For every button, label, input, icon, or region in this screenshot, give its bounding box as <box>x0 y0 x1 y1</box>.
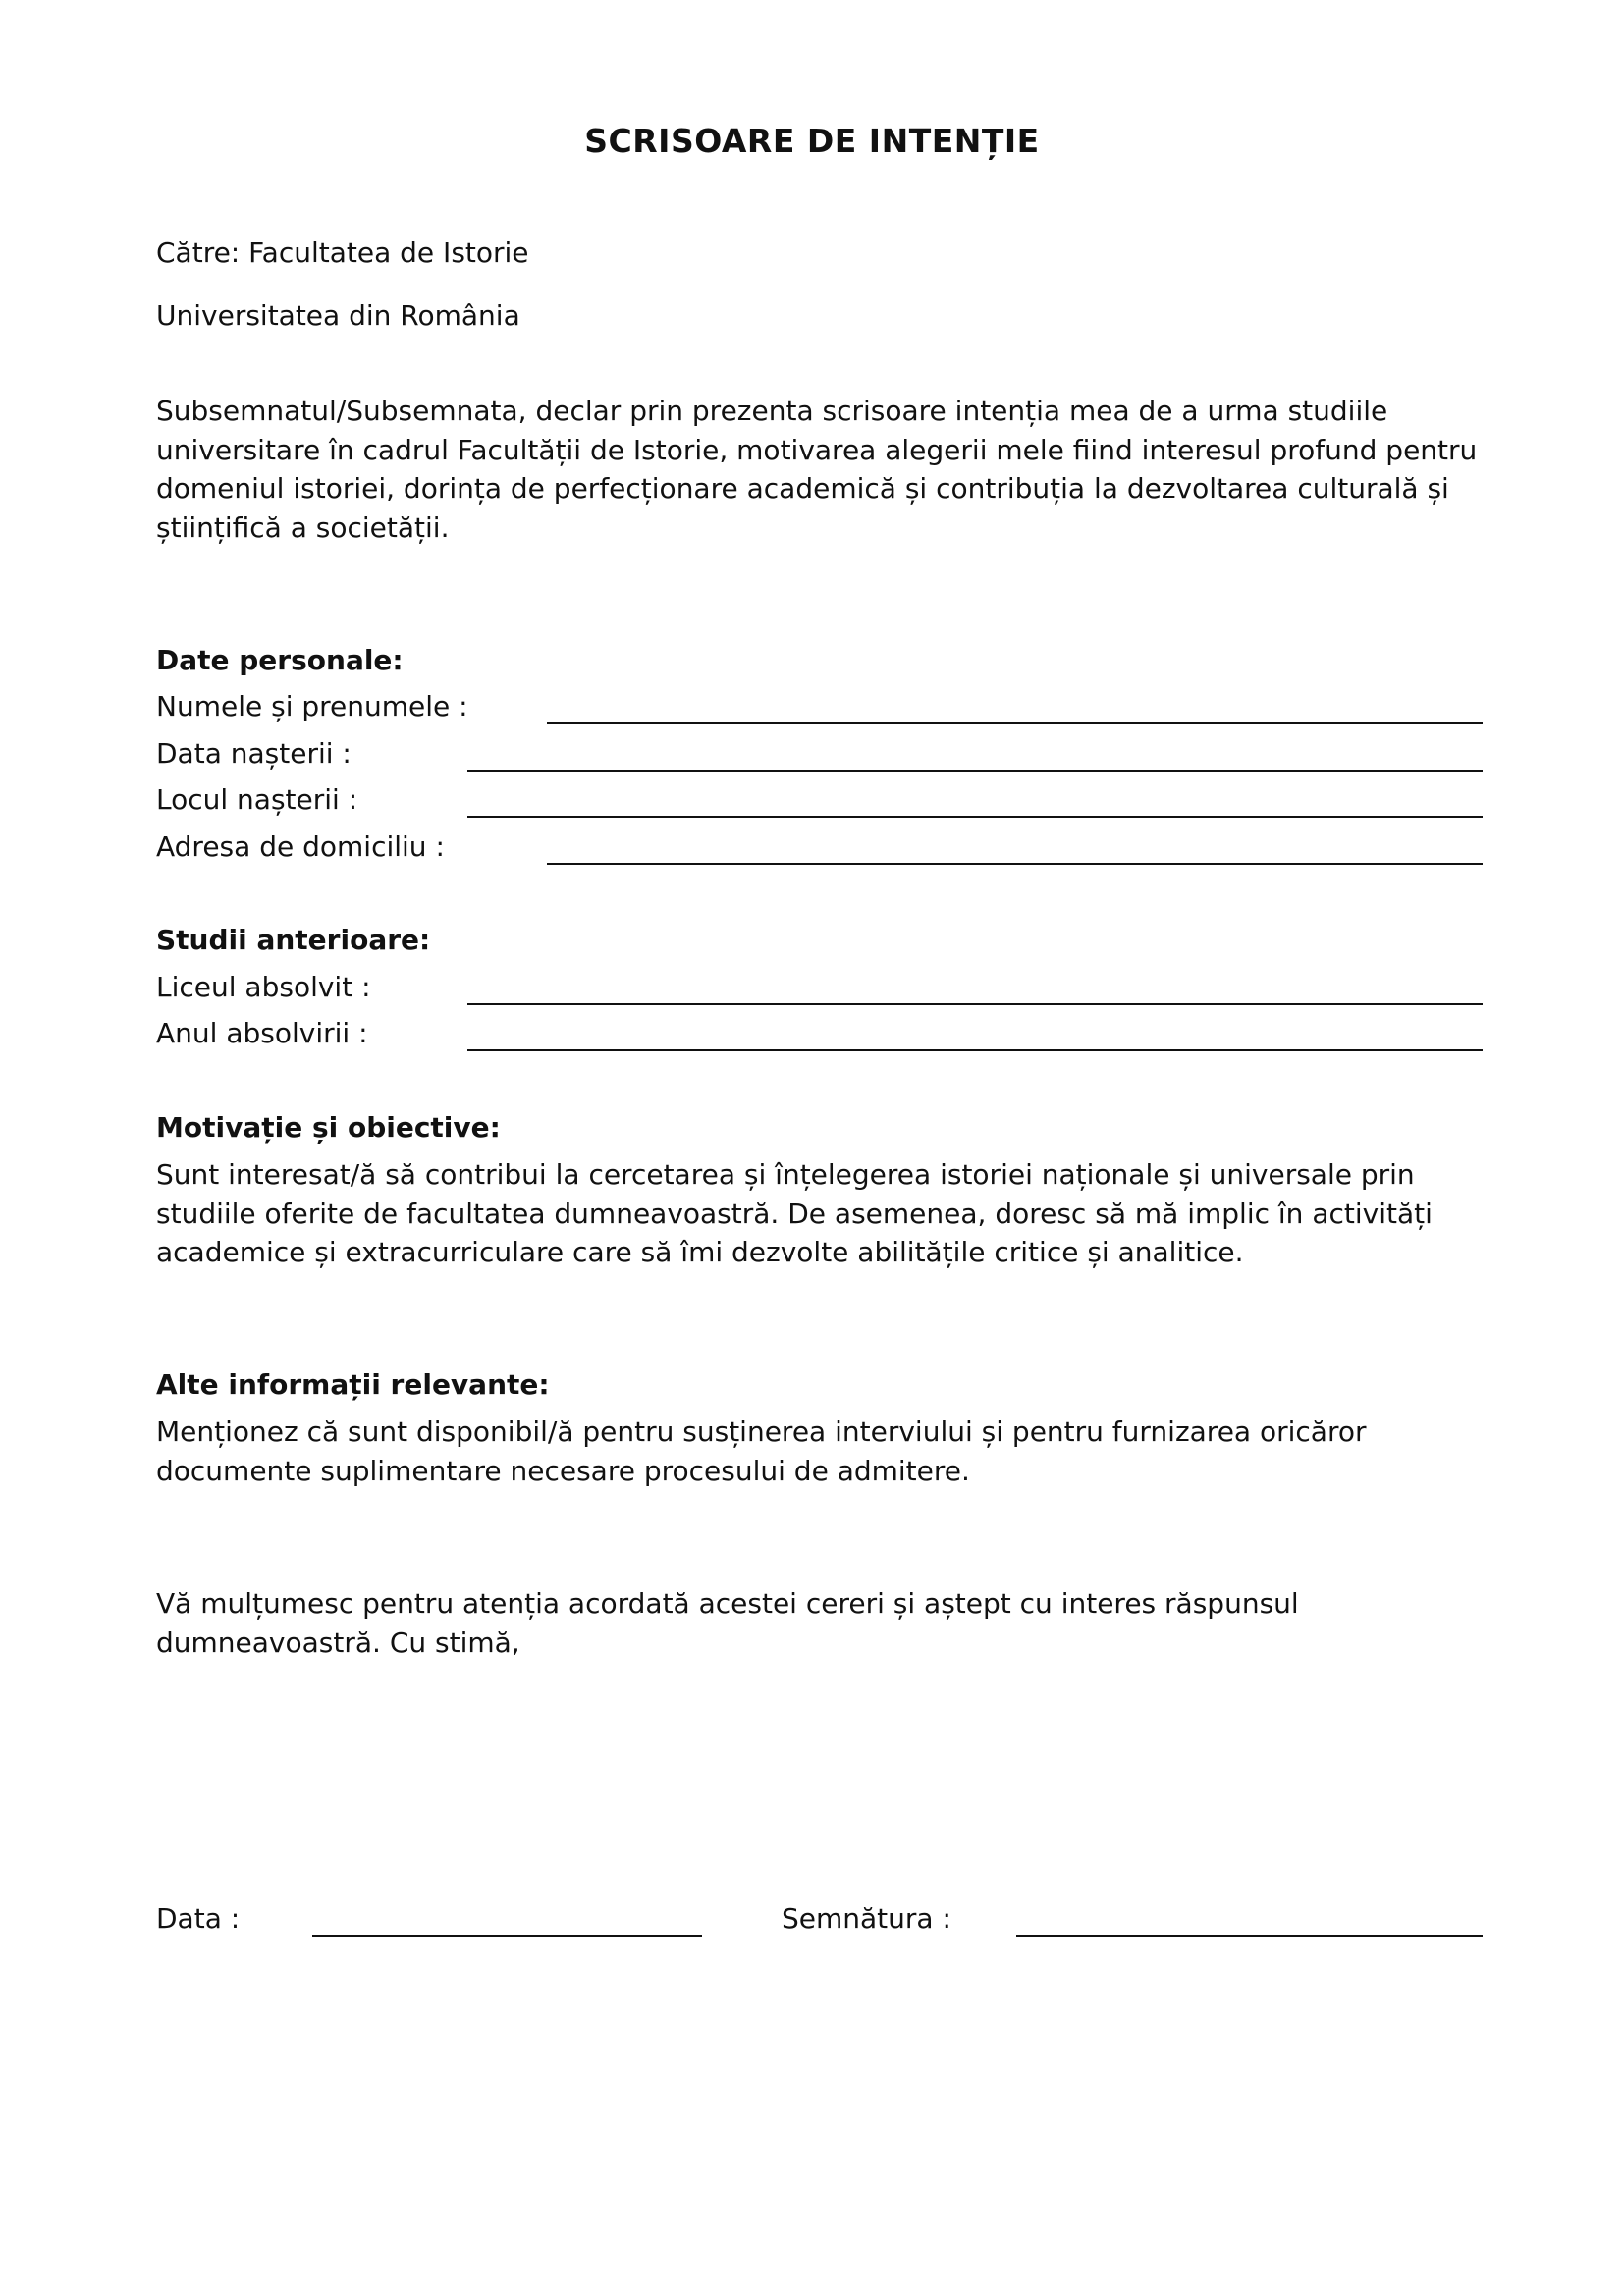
birth-date-field[interactable] <box>467 770 1483 772</box>
recipient-faculty: Către: Facultatea de Istorie <box>156 237 529 269</box>
address-field[interactable] <box>547 863 1483 865</box>
personal-data-heading: Date personale: <box>156 644 404 676</box>
recipient-university: Universitatea din România <box>156 299 520 332</box>
motivation-heading: Motivație și obiective: <box>156 1111 501 1144</box>
motivation-text: Sunt interesat/ă să contribui la cercetarea și înțelegerea istoriei naționale și universale prin studiile oferite de facultatea dumneavoastră. De asemenea, doresc să mă implic în activități academice și extracurriculare care să îmi dezvolte abilitățile critice și analitice. <box>156 1158 1433 1268</box>
other-info-text: Menționez că sunt disponibil/ă pentru susținerea interviului și pentru furnizarea oricăror documente suplimentare necesare procesului de admitere. <box>156 1415 1367 1487</box>
birth-place-field[interactable] <box>467 816 1483 818</box>
signature-field[interactable] <box>1016 1935 1483 1937</box>
date-label: Data : <box>156 1902 241 1935</box>
closing-paragraph: Vă mulțumesc pentru atenția acordată acestei cereri și aștept cu interes răspunsul dumneavoastră. Cu stimă, <box>156 1587 1299 1659</box>
birth-place-label: Locul nașterii : <box>156 783 358 816</box>
date-field[interactable] <box>312 1935 702 1937</box>
birth-date-label: Data nașterii : <box>156 737 352 770</box>
full-name-field[interactable] <box>547 722 1483 724</box>
intro-paragraph: Subsemnatul/Subsemnata, declar prin prezenta scrisoare intenția mea de a urma studiile universitare în cadrul Facultății de Istorie, motivarea alegerii mele fiind interesul profund pentru domeniul istoriei, dorința de perfecționare academică și contribuția la dezvoltarea culturală și științifică a societății. <box>156 395 1478 544</box>
graduation-year-label: Anul absolvirii : <box>156 1017 368 1049</box>
graduation-year-field[interactable] <box>467 1049 1483 1051</box>
full-name-label: Numele și prenumele : <box>156 690 468 722</box>
high-school-field[interactable] <box>467 1003 1483 1005</box>
signature-label: Semnătura : <box>782 1902 951 1935</box>
document-title: SCRISOARE DE INTENȚIE <box>584 122 1040 160</box>
previous-studies-heading: Studii anterioare: <box>156 924 431 956</box>
address-label: Adresa de domiciliu : <box>156 830 445 863</box>
high-school-label: Liceul absolvit : <box>156 971 371 1003</box>
other-info-heading: Alte informații relevante: <box>156 1368 550 1401</box>
